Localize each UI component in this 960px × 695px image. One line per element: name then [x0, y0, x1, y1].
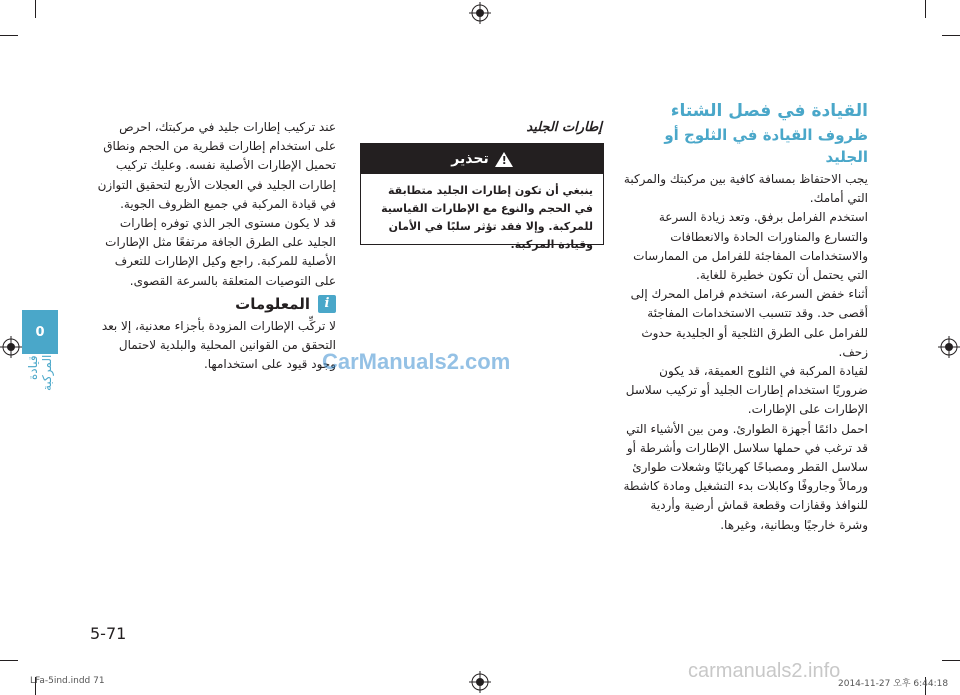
footer-file: LFa-5ind.indd 71 [30, 676, 105, 686]
crop-mark [0, 660, 18, 661]
info-header [96, 295, 336, 313]
section-title: القيادة في فصل الشتاء [670, 101, 868, 121]
chapter-tab-label: قيادة المركبة [26, 355, 54, 392]
footer-date: 2014-11-27 오후 6:44:18 [838, 679, 949, 689]
watermark: CarManuals2.com [322, 349, 511, 374]
registration-mark-icon [469, 671, 491, 693]
crop-mark [35, 0, 36, 18]
paragraph: استخدم الفرامل برفق. وتعد زيادة السرعة والتسارع والمناورات الحادة والانعطافات والاستخدامات المفاجئة للفرامل من الممارسات التي يحتمل أن تكون خطيرة للغاية. [633, 210, 868, 283]
snow-tires-heading: إطارات الجليد [526, 120, 602, 135]
paragraph: أثناء خفض السرعة، استخدم فرامل المحرك إلى أقصى حد. وقد تتسبب الاستخدامات المفاجئة للفرامل على الطرق الثلجية أو الجليدية حدوث زحف. [630, 287, 868, 359]
right-column [620, 100, 868, 535]
info-title: المعلومات [235, 294, 310, 313]
left-column-body [338, 122, 602, 253]
paragraph: يجب الاحتفاظ بمسافة كافية بين مركبتك والمركبة التي أمامك. [623, 172, 868, 206]
footer-watermark: carmanuals2.info [688, 660, 841, 682]
paragraph: احمل دائمًا أجهزة الطوارئ. ومن بين الأشياء التي قد ترغب في حملها سلاسل الإطارات وأشرطة أو سلاسل القطر ومصباحًا كهربائيًا وشعلات طوارئ ورمالاً وجاروفًا وكابلات بدء التشغيل ومادة كاشطة للنوافذ وقفازات وقطعة قماش أرضية وأردية وشرة خارجيًا وبطانية، وغيرها. [623, 421, 868, 532]
warning-text: ينبغي أن تكون إطارات الجليد متطابقة في الحجم والنوع مع الإطارات القياسية للمركبة. وإلا فقد تؤثر سلبًا في الأمان وقيادة المركبة. [381, 184, 593, 251]
registration-mark-icon [938, 336, 960, 358]
paragraph: لقيادة المركبة في الثلوج العميقة، قد يكون ضروريًا استخدام إطارات الجليد أو تركيب سلاسل الإطارات على الإطارات. [625, 364, 868, 417]
crop-mark [925, 0, 926, 18]
section-subtitle: ظروف القيادة في الثلوج أو الجليد [664, 126, 868, 166]
crop-mark [942, 660, 960, 661]
warning-title: تحذير [451, 151, 489, 167]
info-icon: i [318, 295, 336, 313]
info-text: لا تركِّب الإطارات المزودة بأجزاء معدنية، إلا بعد التحقق من القوانين المحلية والبلدية لاحتمال وجود قيود على استخدامها. [101, 318, 336, 372]
page-number: 5-71 [90, 624, 127, 643]
crop-mark [0, 35, 18, 36]
left-page-column [96, 118, 336, 374]
paragraph: قد لا يكون مستوى الجر الذي توفره إطارات الجليد على الطرق الجافة مرتفعًا مثل الإطارات الأصلية للمركبة. راجع وكيل الإطارات للتعرف على التوصيات المتعلقة بالسرعة القصوى. [105, 216, 336, 288]
registration-mark-icon [469, 2, 491, 24]
chapter-tab: 0 [22, 310, 58, 354]
paragraph: عند تركيب إطارات جليد في مركبتك، احرص على استخدام إطارات قطرية من الحجم ونطاق تحميل الإطارات الأصلية نفسه. وعليك تركيب إطارات الجليد في العجلات الأربع لتحقيق التوازن في قيادة المركبة في جميع الظروف الجوية. [97, 120, 336, 211]
crop-mark [942, 35, 960, 36]
